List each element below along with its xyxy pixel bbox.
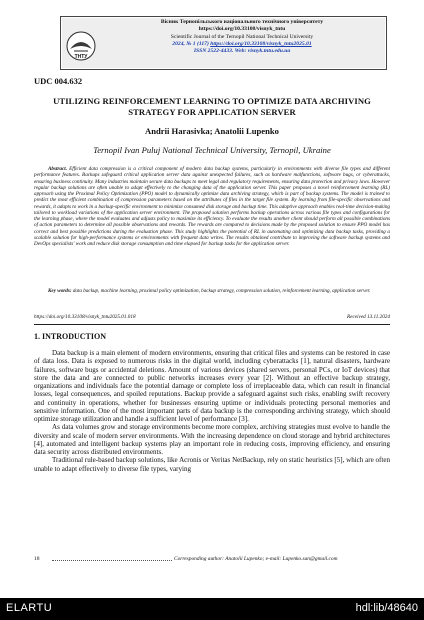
repository-bar xyxy=(0,598,424,620)
paper-authors: Andrii Harasivka; Anatolii Lupenko xyxy=(145,126,279,136)
journal-web-link[interactable]: visnyk.tntu.edu.ua xyxy=(247,48,291,55)
keywords xyxy=(34,288,390,294)
body-text xyxy=(34,349,390,473)
paragraph: As data volumes grow and storage environments become more complex, archiving strategies must evolve to handle the diversity and scale of modern server environments. With the increasing dependence on cloud storage and hybrid architectures [4], automated and intelligent backup systems play an important role in reducing costs, improving efficiency, and ensuring data security across distributed environments. xyxy=(34,423,390,456)
university-logo-icon xyxy=(66,31,96,61)
repository-name: ELARTU xyxy=(6,602,53,614)
logo-text: ТНТУ xyxy=(74,54,88,60)
keywords-text: data backup, machine learning, proximal policy optimization, backup strategy, compression solution, reinforcement learning, application server. xyxy=(71,288,371,294)
page-number: 18 xyxy=(34,556,40,562)
udc-code: UDC 004.632 xyxy=(34,76,83,86)
divider xyxy=(34,324,390,325)
footer-divider xyxy=(52,560,172,561)
paragraph: Traditional rule-based backup solutions, like Acronis or Veritas NetBackup, rely on static heuristics [5], which are often unable to adapt effectively to diverse file types, varying xyxy=(34,456,390,473)
journal-issue: 2024, № 1 (117) xyxy=(172,40,211,47)
paragraph: Data backup is a main element of modern environments, ensuring that critical files and systems can be restored in case of data loss. Data is exposed to numerous risks in the digital world, including cyberattacks [1], natural disasters, hardware failures, software bugs or accidental deletions. Amount of various devices (shared servers, personal PCs, or IoT devices) that store the data and are connected to public networks increases every year [2]. Without an effective backup strategy, organizations and individuals face the potential damage or complete loss of irreplaceable data, which can result in financial losses, legal consequences, and spoiled reputations. Backup provide a safeguard against such risks, enabling swift recovery and continuity in operations, whether for businesses ensuring uptime or individuals protecting personal memories and sensitive information. One of the most important parts of data backup is the corresponding archiving strategy, which should optimize storage utilization and handle a sufficient level of performance [3]. xyxy=(34,349,390,423)
journal-name-ua: Вісник Тернопільського національного технічного університету xyxy=(160,19,324,25)
section-heading: 1. INTRODUCTION xyxy=(34,332,107,341)
paper-affiliation: Ternopil Ivan Puluj National Technical University, Ternopil, Ukraine xyxy=(93,145,331,155)
abstract-label: Abstract. xyxy=(48,166,67,172)
journal-name-en: Scientific Journal of the Ternopil National Technical University xyxy=(170,33,314,40)
paper-title: UTILIZING REINFORCEMENT LEARNING TO OPTIMIZE DATA ARCHIVING STRATEGY FOR APPLICATION SERVER xyxy=(53,96,371,117)
journal-header-text xyxy=(102,19,382,55)
abstract-text: Efficient data compression is a critical component of modern data backup systems, particularly in environments with diverse file types and different performance features. Backups safeguard critical application server data against unexpected failures, such as hardware malfunctions, software bugs, or cyberattacks, ensuring business continuity. Many industries maintain secure data backups to meet legal and regulatory requirements, ensuring data protection and privacy laws. However regular backup solutions are often unable to adapt effectively to the changing data of the application server. This paper proposes a novel reinforcement learning (RL) approach using the Proximal Policy Optimization (PPO) model to dynamically optimize data archiving strategy, which is part of backup systems. The model is trained to predict the most efficient combination of compression parameters based on the attributes of files in the target file system. By learning from file-specific observations and rewards, it adapts to work in a backup-specific environment to minimize consumed disk storage and backup time. This adaptive approach enables real-time decision-making tailored to workload variations of the application server environment. The proposed solution performs backup operations across various file types and configurations for the learning phase, where the model evaluates and adjusts policy to maximize its efficiency. To evaluate the results another client should perform all possible combinations of action parameters to determine all possible observations and rewards. The rewards are compared to decisions made by the proposed solution to ensure PPO model has correct and best possible predictions during the evaluation phase. This study highlights the potential of RL in automating and optimizing data backup tasks, providing a scalable solution for high-performance systems or environments with frequent data writes. The results obtained contribute to improving the software backup systems and DevOps specialists' work and reduce disk storage consumption and time elapsed for backup tasks for the application server. xyxy=(34,166,390,247)
keywords-label: Key words: xyxy=(48,288,72,294)
journal-issue-line xyxy=(102,41,382,48)
journal-doi[interactable]: https://doi.org/10.33108/visnyk_tntu xyxy=(198,26,286,33)
abstract xyxy=(34,166,390,247)
handle-id: hdl:lib/48640 xyxy=(355,602,418,614)
issue-doi-link[interactable]: https://doi.org/10.33108/visnyk_tntu2025.01 xyxy=(210,40,312,47)
received-date: Received 13.11.2024 xyxy=(347,314,390,320)
journal-issn-line xyxy=(102,48,382,55)
journal-issn: ISSN 2522-4433. Web: xyxy=(193,48,248,55)
article-doi[interactable]: https://doi.org/10.33108/visnyk_tntu2025.01.018 xyxy=(34,314,136,320)
corresponding-author-note: Corresponding author: Anatolii Lupenko; e-mail: Lupenko.san@gmail.com xyxy=(174,556,338,562)
